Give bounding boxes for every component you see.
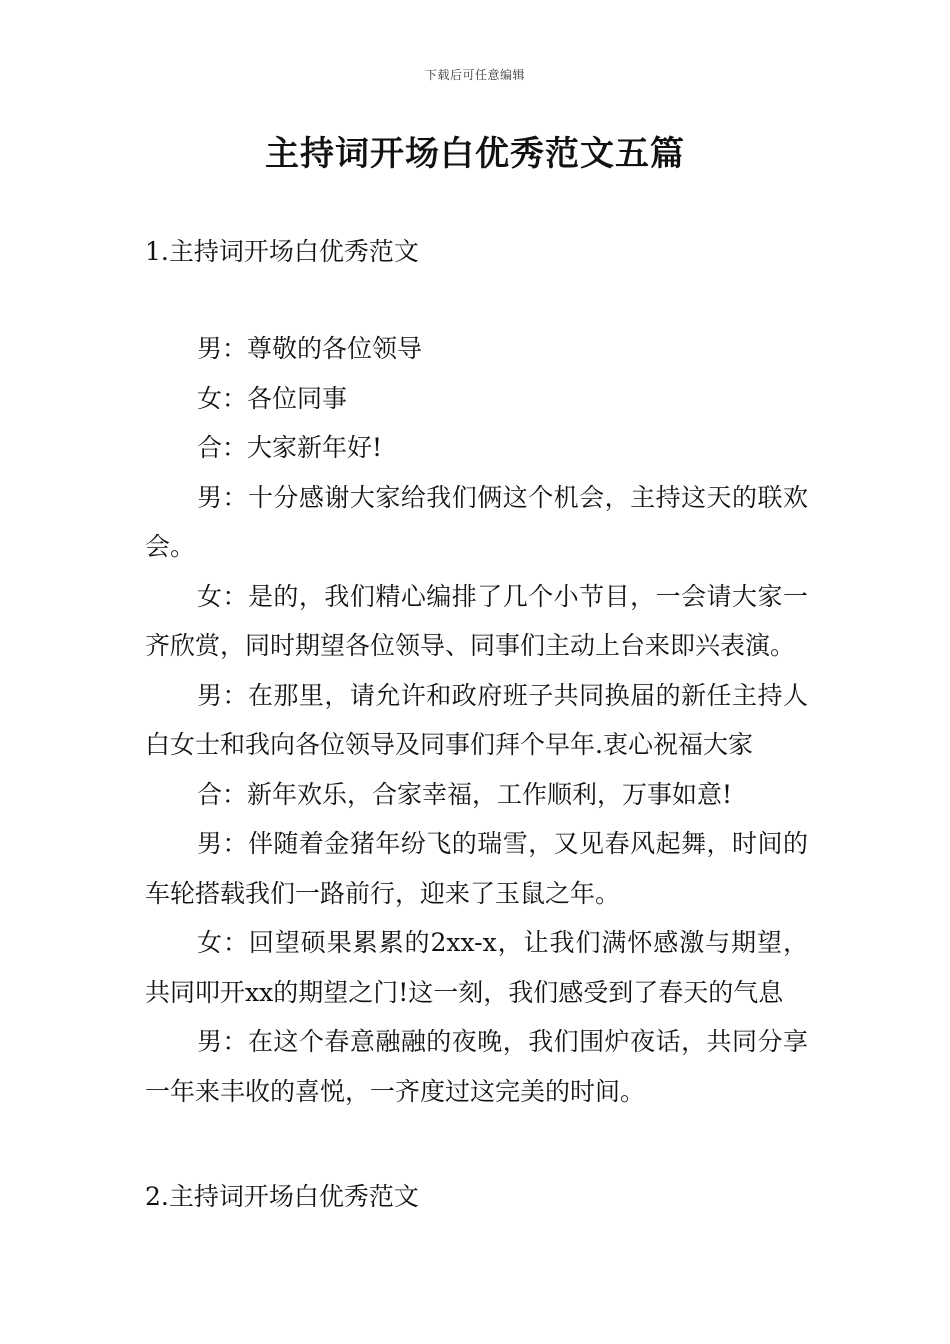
paragraph: 男：尊敬的各位领导 (197, 334, 423, 363)
paragraph: 男：十分感谢大家给我们俩这个机会，主持这天的联欢会。 (145, 482, 808, 561)
paragraph: 合：大家新年好! (197, 433, 383, 462)
header-note: 下载后可任意编辑 (424, 68, 525, 82)
document-title: 主持词开场白优秀范文五篇 (265, 134, 685, 174)
paragraph: 合：新年欢乐，合家幸福，工作顺利，万事如意! (197, 779, 733, 809)
paragraph: 男：在这个春意融融的夜晚，我们围炉夜话，共同分享一年来丰收的喜悦，一齐度过这完美的时间。 (145, 1027, 808, 1106)
section-1-body (145, 324, 808, 1116)
paragraph: 男：在那里，请允许和政府班子共同换届的新任主持人白女士和我向各位领导及同事们拜个早年.衷心祝福大家 (145, 680, 808, 759)
section-heading-1: 1.主持词开场白优秀范文 (145, 237, 419, 266)
paragraph: 女：各位同事 (197, 383, 348, 413)
section-heading-2: 2.主持词开场白优秀范文 (145, 1182, 419, 1211)
paragraph: 女：是的，我们精心编排了几个小节目，一会请大家一齐欣赏，同时期望各位领导、同事们主动上台来即兴表演。 (145, 581, 808, 660)
paragraph: 女：回望硕果累累的2xx-x，让我们满怀感激与期望，共同叩开xx的期望之门!这一刻，我们感受到了春天的气息 (145, 928, 808, 1007)
paragraph: 男：伴随着金猪年纷飞的瑞雪，又见春风起舞，时间的车轮搭载我们一路前行，迎来了玉鼠之年。 (145, 829, 808, 908)
